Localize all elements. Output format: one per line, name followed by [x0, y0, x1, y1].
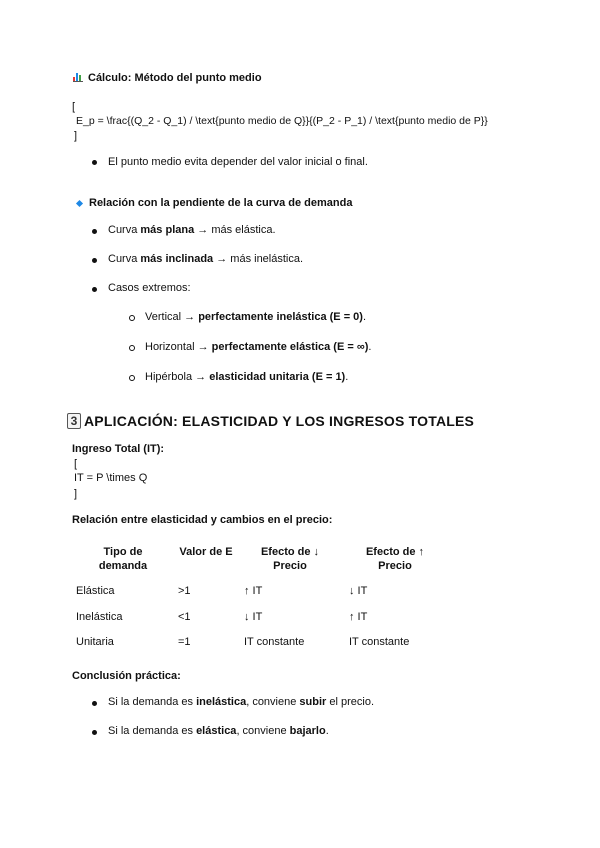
table-header: Tipo de demanda	[98, 546, 148, 572]
slope-subitem	[145, 311, 366, 323]
text-bold: perfectamente elástica (E = ∞)	[211, 341, 369, 353]
text: .	[362, 311, 367, 323]
table-header: Efecto de ↑ Precio	[365, 546, 425, 572]
formula-bracket-open: [	[72, 101, 76, 113]
table-header: Efecto de ↓ Precio	[260, 546, 320, 572]
bullet	[92, 160, 97, 165]
table-cell: ↓ IT	[349, 585, 368, 597]
table-cell: ↑ IT	[244, 585, 263, 597]
formula-bracket-close: ]	[74, 130, 78, 142]
text-bold: perfectamente inelástica (E = 0)	[198, 311, 363, 323]
calc-title: Cálculo: Método del punto medio	[88, 72, 262, 84]
slope-subitem	[145, 371, 348, 383]
table-cell: IT constante	[244, 636, 305, 648]
text-bold: elástica	[196, 725, 237, 737]
table-cell: Unitaria	[76, 636, 114, 648]
elasticity-formula: E_p = \frac{(Q_2 - Q_1) / \text{punto medio de Q}}{(P_2 - P_1) / \text{punto medio de P}}	[76, 115, 488, 127]
table-cell: Inelástica	[76, 611, 123, 623]
table-cell: ↓ IT	[244, 611, 263, 623]
calc-heading	[73, 72, 262, 84]
text: → más inelástica.	[213, 253, 304, 265]
table-cell: =1	[178, 636, 191, 648]
conclusion-item	[108, 696, 374, 708]
text-bold: elasticidad unitaria (E = 1)	[209, 371, 346, 383]
midpoint-note: El punto medio evita depender del valor inicial o final.	[108, 156, 368, 168]
text: Si la demanda es	[108, 725, 197, 737]
keycap-number-icon: 3	[67, 413, 81, 429]
bar-chart-icon	[73, 72, 84, 82]
it-bracket-close: ]	[74, 488, 78, 500]
slope-title: Relación con la pendiente de la curva de demanda	[89, 197, 353, 209]
bullet	[92, 730, 97, 735]
conclusion-title: Conclusión práctica:	[72, 670, 181, 682]
text: .	[368, 341, 372, 353]
text-bold: más inclinada	[140, 253, 214, 265]
bullet	[92, 701, 97, 706]
text: , conviene	[236, 725, 290, 737]
text: , conviene	[246, 696, 300, 708]
text: Hipérbola →	[145, 371, 210, 383]
it-label: Ingreso Total (IT):	[72, 443, 165, 455]
slope-item	[108, 224, 276, 236]
text: .	[345, 371, 349, 383]
text: .	[325, 725, 329, 737]
section-3-title: APLICACIÓN: ELASTICIDAD Y LOS INGRESOS TOTALES	[84, 413, 475, 429]
table-cell: <1	[178, 611, 191, 623]
bullet	[92, 229, 97, 234]
conclusion-item	[108, 725, 329, 737]
slope-item	[108, 282, 191, 294]
sub-bullet	[129, 375, 135, 381]
small-blue-diamond-icon	[76, 200, 83, 207]
text-bold: inelástica	[196, 696, 247, 708]
text-bold: más plana	[140, 224, 195, 236]
table-cell: Elástica	[76, 585, 115, 597]
section-3-heading	[67, 413, 474, 429]
text: Casos extremos:	[108, 282, 191, 294]
text: Curva	[108, 253, 141, 265]
slope-item	[108, 253, 303, 265]
text-bold: bajarlo	[289, 725, 326, 737]
it-formula: IT = P \times Q	[74, 472, 148, 484]
text-bold: subir	[299, 696, 327, 708]
text: Horizontal →	[145, 341, 212, 353]
sub-bullet	[129, 345, 135, 351]
slope-subitem	[145, 341, 371, 353]
text: Vertical →	[145, 311, 199, 323]
sub-bullet	[129, 315, 135, 321]
it-bracket-open: [	[74, 458, 78, 470]
text: → más elástica.	[194, 224, 276, 236]
table-cell: >1	[178, 585, 191, 597]
bullet	[92, 258, 97, 263]
table-header: Valor de E	[179, 546, 233, 558]
table-cell: IT constante	[349, 636, 410, 648]
text: el precio.	[326, 696, 375, 708]
table-cell: ↑ IT	[349, 611, 368, 623]
table-title: Relación entre elasticidad y cambios en el precio:	[72, 514, 333, 526]
text: Curva	[108, 224, 141, 236]
text: Si la demanda es	[108, 696, 197, 708]
bullet	[92, 287, 97, 292]
